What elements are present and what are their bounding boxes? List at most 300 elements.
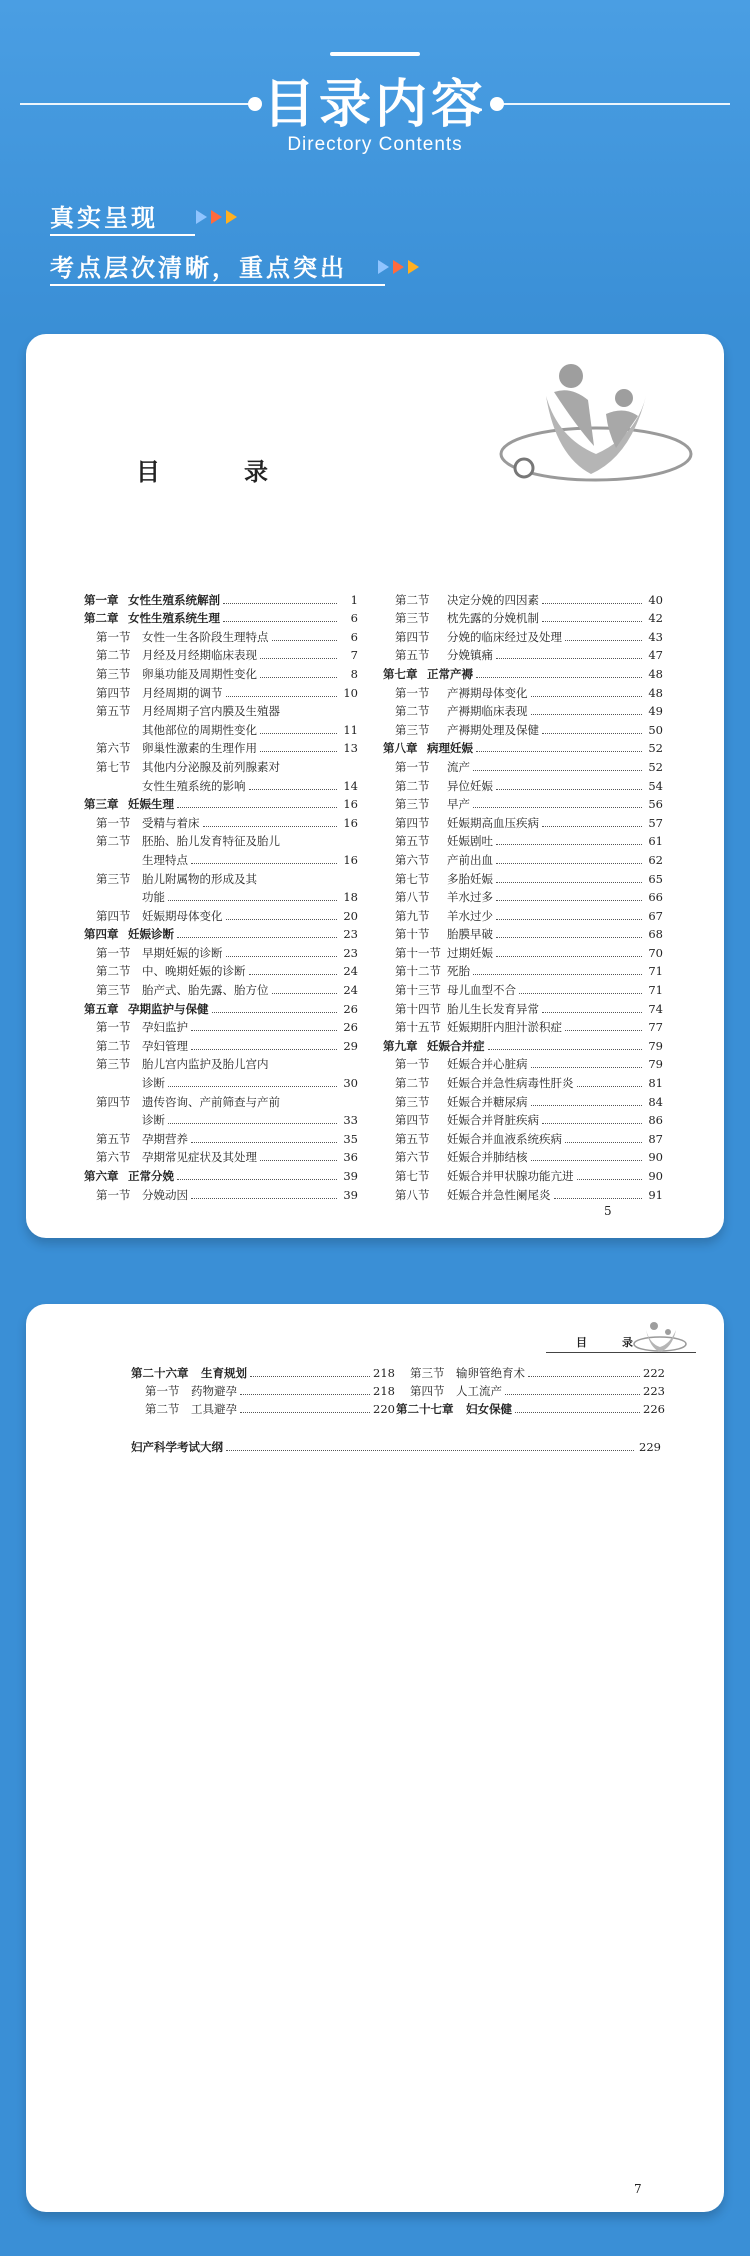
toc-number: 第一章 (84, 592, 119, 607)
toc-section-row (383, 793, 663, 812)
toc-section-row (84, 625, 358, 644)
toc-leader (496, 882, 642, 883)
toc-leader (240, 1412, 370, 1413)
toc-section-row (84, 978, 358, 997)
toc-section-row (383, 1053, 663, 1072)
toc-leader (260, 1160, 337, 1161)
toc-chapter-row (84, 923, 358, 942)
toc-number: 第六节 (96, 741, 131, 756)
toc-title: 输卵管绝育术 (456, 1366, 525, 1380)
toc-leader (260, 658, 337, 659)
toc-title: 妊娠诊断 (128, 927, 174, 942)
toc-title: 孕期常见症状及其处理 (142, 1150, 257, 1165)
toc-leader (203, 826, 338, 827)
toc-page-ref: 23 (343, 945, 358, 960)
toc-title: 羊水过多 (447, 890, 493, 905)
toc-page-ref: 74 (648, 1001, 663, 1016)
toc-title: 受精与着床 (142, 815, 200, 830)
toc-title: 产褥期临床表现 (447, 704, 528, 719)
toc-leader (565, 1142, 642, 1143)
toc-section-row (383, 978, 663, 997)
toc-section-row (84, 886, 358, 905)
toc-title: 产褥期母体变化 (447, 685, 528, 700)
toc-number: 第十节 (395, 927, 430, 942)
toc-number: 第七节 (96, 759, 131, 774)
toc-leader (226, 696, 338, 697)
toc-page-ref: 23 (343, 927, 358, 942)
toc-page-ref: 33 (343, 1113, 358, 1128)
toc-number: 第二十七章 (396, 1402, 454, 1416)
toc-number: 第五节 (96, 1131, 131, 1146)
toc-page-ref: 54 (648, 778, 663, 793)
toc-section-row (383, 848, 663, 867)
toc-number: 第七节 (395, 1169, 430, 1183)
toc-leader (496, 863, 642, 864)
toc-number: 第三节 (410, 1366, 445, 1380)
toc-chapter-row (84, 588, 358, 607)
toc-page-ref: 71 (648, 983, 663, 998)
toc-leader (223, 621, 337, 622)
toc-leader (260, 677, 337, 678)
toc-title: 枕先露的分娩机制 (447, 611, 539, 626)
toc-title: 女性一生各阶段生理特点 (142, 629, 269, 644)
toc-page-ref: 39 (343, 1187, 358, 1202)
toc-number: 第一节 (96, 945, 131, 960)
toc-section-row (383, 1109, 663, 1128)
toc-title: 诊断 (142, 1076, 165, 1091)
toc-leader (496, 844, 642, 845)
toc-number: 第二十六章 (131, 1366, 189, 1380)
toc-number: 第三章 (84, 797, 119, 812)
toc-number: 第四节 (395, 1113, 430, 1128)
toc-leader (542, 733, 642, 734)
toc-title: 孕期监护与保健 (128, 1001, 209, 1016)
toc-title: 决定分娩的四因素 (447, 592, 539, 607)
toc-section-row (383, 923, 663, 942)
toc-page-ref: 222 (643, 1366, 665, 1380)
toc-leader (542, 1012, 642, 1013)
toc-page-ref: 20 (343, 908, 358, 923)
toc-title: 多胎妊娠 (447, 871, 493, 886)
toc-section-row (84, 644, 358, 663)
toc-number: 第五节 (395, 834, 430, 849)
toc-number: 第三节 (395, 722, 430, 737)
toc-title: 人工流产 (456, 1384, 502, 1398)
toc-section-row (84, 755, 358, 774)
page-number: 5 (604, 1204, 612, 1218)
toc-chapter-row (84, 793, 358, 812)
toc-title: 胎产式、胎先露、胎方位 (142, 983, 269, 998)
toc-number: 第三节 (96, 1057, 131, 1072)
toc-leader (226, 1450, 634, 1451)
toc-chapter-row (383, 1034, 663, 1053)
toc-number: 第一节 (96, 815, 131, 830)
toc-leader (531, 1067, 643, 1068)
toc-number: 第四章 (84, 927, 119, 942)
toc-section-row (383, 1127, 663, 1146)
toc-number: 第二节 (96, 648, 131, 663)
toc-number: 第十二节 (395, 964, 441, 979)
toc-section-row (383, 774, 663, 793)
toc-number: 第六章 (84, 1169, 119, 1183)
toc-page-ref: 39 (343, 1169, 358, 1183)
toc-leader (476, 751, 642, 752)
toc-title: 分娩动因 (142, 1187, 188, 1202)
toc-title: 诊断 (142, 1113, 165, 1128)
toc-title: 产前出血 (447, 852, 493, 867)
toc-page-ref: 49 (648, 704, 663, 719)
header-accent-bar (330, 52, 420, 56)
toc-page-ref: 67 (648, 908, 663, 923)
toc-section-row (383, 1016, 663, 1035)
toc-title: 胎儿附属物的形成及其 (142, 871, 257, 886)
toc-number: 第二节 (395, 704, 430, 719)
toc-page-ref: 70 (648, 945, 663, 960)
arrow-icon (196, 210, 207, 224)
toc-number: 第一节 (395, 685, 430, 700)
toc-page-ref: 57 (648, 815, 663, 830)
toc-page-ref: 11 (343, 722, 358, 737)
toc-page-ref: 91 (648, 1187, 663, 1202)
toc-leader (191, 863, 337, 864)
toc-leader (473, 770, 642, 771)
toc-title: 流产 (447, 759, 470, 774)
toc-title: 早期妊娠的诊断 (142, 945, 223, 960)
toc-leader (577, 1179, 643, 1180)
toc-title: 其他部位的周期性变化 (142, 722, 257, 737)
toc-number: 第七节 (395, 871, 430, 886)
toc-page-ref: 79 (648, 1038, 663, 1053)
toc-page-ref: 30 (343, 1076, 358, 1091)
toc-number: 第五节 (395, 1131, 430, 1146)
toc-title: 产褥期处理及保健 (447, 722, 539, 737)
toc-title: 妊娠生理 (128, 797, 174, 812)
toc-appendix (131, 1436, 661, 1454)
toc-number: 第六节 (395, 852, 430, 867)
toc-leader (212, 1012, 338, 1013)
toc-number: 第二节 (96, 834, 131, 849)
toc-section-row (383, 718, 663, 737)
toc-section-row (84, 1109, 358, 1128)
toc-page-ref: 24 (343, 964, 358, 979)
toc-number: 第二节 (145, 1402, 180, 1416)
toc-page-ref: 71 (648, 964, 663, 979)
toc-section-row (84, 718, 358, 737)
toc-leader (272, 640, 338, 641)
toc-title: 过期妊娠 (447, 945, 493, 960)
toc-leader (177, 937, 337, 938)
toc-chapter-row (84, 607, 358, 626)
toc-page-ref: 16 (343, 797, 358, 812)
toc-title: 早产 (447, 797, 470, 812)
toc-number: 第一节 (96, 1187, 131, 1202)
toc-page-ref: 86 (648, 1113, 663, 1128)
toc-title: 月经周期子宫内膜及生殖器 (142, 704, 280, 719)
toc-title: 异位妊娠 (447, 778, 493, 793)
toc-title: 卵巢功能及周期性变化 (142, 666, 257, 681)
toc-number: 第七章 (383, 666, 418, 681)
toc-number: 第四节 (96, 685, 131, 700)
toc-section-row (383, 681, 663, 700)
toc-title: 妊娠合并甲状腺功能亢进 (447, 1169, 574, 1183)
arrow-icon (408, 260, 419, 274)
toc-leader (577, 1086, 643, 1087)
toc-section-row (84, 681, 358, 700)
toc-title: 妊娠合并急性病毒性肝炎 (447, 1076, 574, 1091)
toc-leader (249, 974, 338, 975)
toc-title: 妊娠合并心脏病 (447, 1057, 528, 1072)
toc-page-ref: 52 (648, 759, 663, 774)
toc-title: 妊娠期肝内胆汁淤积症 (447, 1020, 562, 1035)
toc-number: 第四节 (395, 815, 430, 830)
toc-title: 妊娠合并症 (427, 1038, 485, 1053)
toc-section-row (383, 625, 663, 644)
page-title: 目录内容 (262, 75, 487, 135)
toc-page-ref: 77 (648, 1020, 663, 1035)
toc-chapter-row (383, 662, 663, 681)
toc-number: 第一节 (96, 629, 131, 644)
toc-appendix-row (131, 1436, 661, 1454)
toc-section-row (383, 1146, 663, 1165)
toc-number: 第五节 (96, 704, 131, 719)
toc-title: 月经及月经期临床表现 (142, 648, 257, 663)
toc-page-ref: 6 (350, 629, 358, 644)
toc-title: 卵巢性激素的生理作用 (142, 741, 257, 756)
small-logo-icon (632, 1320, 688, 1356)
toc-title: 妊娠剧吐 (447, 834, 493, 849)
toc-leader (191, 1142, 337, 1143)
toc-title: 妊娠合并急性阑尾炎 (447, 1187, 551, 1202)
toc-number: 第二章 (84, 611, 119, 626)
toc-title: 中、晚期妊娠的诊断 (142, 964, 246, 979)
toc-page-ref: 16 (343, 815, 358, 830)
toc-section-row (396, 1380, 665, 1398)
toc-title: 胎儿宫内监护及胎儿宫内 (142, 1057, 269, 1072)
toc-section-row (383, 997, 663, 1016)
toc-number: 第一节 (96, 1020, 131, 1035)
toc-page-ref: 65 (648, 871, 663, 886)
toc-leader (226, 919, 338, 920)
toc-title: 分娩的临床经过及处理 (447, 629, 562, 644)
toc-page-ref: 7 (350, 648, 358, 663)
toc-number: 第八章 (383, 741, 418, 756)
toc-section-row (383, 904, 663, 923)
toc-title: 女性生殖系统解剖 (128, 592, 220, 607)
toc-heading: 目 录 (136, 457, 298, 486)
toc-title: 孕妇管理 (142, 1038, 188, 1053)
toc-page-ref: 36 (343, 1150, 358, 1165)
toc-running-head: 目 录 (576, 1336, 645, 1349)
toc-number: 第二节 (395, 778, 430, 793)
toc-section-row (84, 960, 358, 979)
toc-title: 工具避孕 (191, 1402, 237, 1416)
tag-underline-2 (50, 284, 385, 286)
tag-authentic: 真实呈现 (50, 204, 158, 232)
toc-column-left (131, 1362, 395, 1416)
toc-title: 药物避孕 (191, 1384, 237, 1398)
toc-page-ref: 42 (648, 611, 663, 626)
toc-title: 功能 (142, 890, 165, 905)
toc-page-ref: 14 (343, 778, 358, 793)
toc-number: 第三节 (96, 983, 131, 998)
toc-number: 第一节 (145, 1384, 180, 1398)
toc-leader (168, 1086, 337, 1087)
toc-leader (519, 993, 642, 994)
toc-number: 第一节 (395, 759, 430, 774)
arrow-icons-1 (192, 206, 237, 225)
toc-page-ref: 229 (639, 1440, 661, 1454)
toc-page-ref: 26 (343, 1001, 358, 1016)
toc-title: 母儿血型不合 (447, 983, 516, 998)
toc-page-ref: 81 (648, 1076, 663, 1091)
toc-leader (542, 603, 642, 604)
toc-leader (496, 900, 642, 901)
toc-page-ref: 29 (343, 1038, 358, 1053)
arrow-icon (393, 260, 404, 274)
toc-number: 第二节 (395, 592, 430, 607)
toc-leader (473, 807, 642, 808)
toc-number: 第九节 (395, 908, 430, 923)
toc-number: 第三节 (395, 797, 430, 812)
toc-section-row (131, 1398, 395, 1416)
toc-section-row (131, 1380, 395, 1398)
toc-page-ref: 48 (648, 666, 663, 681)
toc-leader (528, 1376, 640, 1377)
toc-section-row (84, 811, 358, 830)
toc-title: 正常产褥 (427, 666, 473, 681)
tag-underline-1 (50, 234, 195, 236)
toc-section-row (383, 830, 663, 849)
toc-leader (531, 1160, 643, 1161)
toc-number: 第四节 (410, 1384, 445, 1398)
toc-leader (177, 807, 337, 808)
toc-chapter-row (383, 737, 663, 756)
toc-number: 第二节 (96, 1038, 131, 1053)
toc-leader (250, 1376, 370, 1377)
toc-page-ref: 223 (643, 1384, 665, 1398)
toc-leader (515, 1412, 640, 1413)
toc-page-ref: 1 (350, 592, 358, 607)
toc-page-ref: 24 (343, 983, 358, 998)
toc-section-row (84, 737, 358, 756)
toc-leader (505, 1394, 640, 1395)
toc-title: 妇产科学考试大纲 (131, 1440, 223, 1454)
toc-section-row (84, 830, 358, 849)
toc-section-row (84, 700, 358, 719)
toc-section-row (84, 1146, 358, 1165)
toc-section-row (383, 867, 663, 886)
toc-title: 妊娠合并肺结核 (447, 1150, 528, 1165)
toc-page-ref: 90 (648, 1169, 663, 1183)
toc-number: 第四节 (96, 1094, 131, 1109)
toc-leader (496, 956, 642, 957)
toc-title: 孕妇监护 (142, 1020, 188, 1035)
toc-number: 第十一节 (395, 945, 441, 960)
toc-title: 妊娠期高血压疾病 (447, 815, 539, 830)
toc-leader (249, 789, 338, 790)
arrow-icon (226, 210, 237, 224)
toc-leader (223, 603, 337, 604)
toc-leader (496, 937, 642, 938)
toc-section-row (383, 588, 663, 607)
toc-column-left (84, 588, 358, 1202)
toc-leader (260, 733, 337, 734)
toc-leader (260, 751, 337, 752)
running-head-rule (546, 1352, 696, 1353)
toc-leader (191, 1049, 337, 1050)
toc-number: 第九章 (383, 1038, 418, 1053)
family-logo-icon (496, 356, 696, 496)
toc-section-row (383, 1183, 663, 1202)
toc-leader (496, 789, 642, 790)
toc-page-ref: 48 (648, 685, 663, 700)
arrow-icon (211, 210, 222, 224)
toc-number: 第三节 (96, 666, 131, 681)
toc-section-row (84, 1016, 358, 1035)
toc-number: 第八节 (395, 890, 430, 905)
toc-page-ref: 68 (648, 927, 663, 942)
toc-page-ref: 50 (648, 722, 663, 737)
toc-number: 第二节 (96, 964, 131, 979)
toc-section-row (84, 867, 358, 886)
toc-page-ref: 13 (343, 741, 358, 756)
toc-page-ref: 218 (373, 1366, 395, 1380)
toc-leader (191, 1030, 337, 1031)
toc-title: 羊水过少 (447, 908, 493, 923)
toc-leader (496, 658, 642, 659)
toc-section-row (383, 941, 663, 960)
toc-section-row (383, 700, 663, 719)
toc-title: 胎膜早破 (447, 927, 493, 942)
toc-section-row (383, 607, 663, 626)
toc-page-ref: 43 (648, 629, 663, 644)
toc-title: 分娩镇痛 (447, 648, 493, 663)
toc-number: 第十五节 (395, 1020, 441, 1035)
toc-title: 妊娠合并糖尿病 (447, 1094, 528, 1109)
toc-number: 第五章 (84, 1001, 119, 1016)
toc-title: 死胎 (447, 964, 470, 979)
toc-leader (542, 1123, 642, 1124)
toc-title: 遗传咨询、产前筛查与产前 (142, 1094, 280, 1109)
toc-number: 第四节 (395, 629, 430, 644)
toc-section-row (84, 774, 358, 793)
toc-leader (272, 993, 338, 994)
toc-number: 第五节 (395, 648, 430, 663)
toc-title: 生育规划 (201, 1366, 247, 1380)
toc-number: 第三节 (395, 611, 430, 626)
toc-title: 生理特点 (142, 852, 188, 867)
toc-title: 正常分娩 (128, 1169, 174, 1183)
toc-section-row (396, 1362, 665, 1380)
toc-leader (191, 1198, 337, 1199)
toc-leader (168, 900, 337, 901)
page-number: 7 (634, 2182, 642, 2196)
toc-title: 其他内分泌腺及前列腺素对 (142, 759, 280, 774)
toc-title: 胚胎、胎儿发育特征及胎儿 (142, 834, 280, 849)
toc-section-row (84, 1053, 358, 1072)
page-subtitle: Directory Contents (287, 134, 463, 155)
toc-section-row (84, 1071, 358, 1090)
toc-section-row (383, 644, 663, 663)
toc-section-row (84, 1183, 358, 1202)
toc-page-ref: 6 (350, 611, 358, 626)
toc-leader (488, 1049, 643, 1050)
toc-section-row (383, 811, 663, 830)
toc-section-row (84, 1034, 358, 1053)
toc-chapter-row (131, 1362, 395, 1380)
toc-page-ref: 79 (648, 1057, 663, 1072)
toc-section-row (383, 755, 663, 774)
